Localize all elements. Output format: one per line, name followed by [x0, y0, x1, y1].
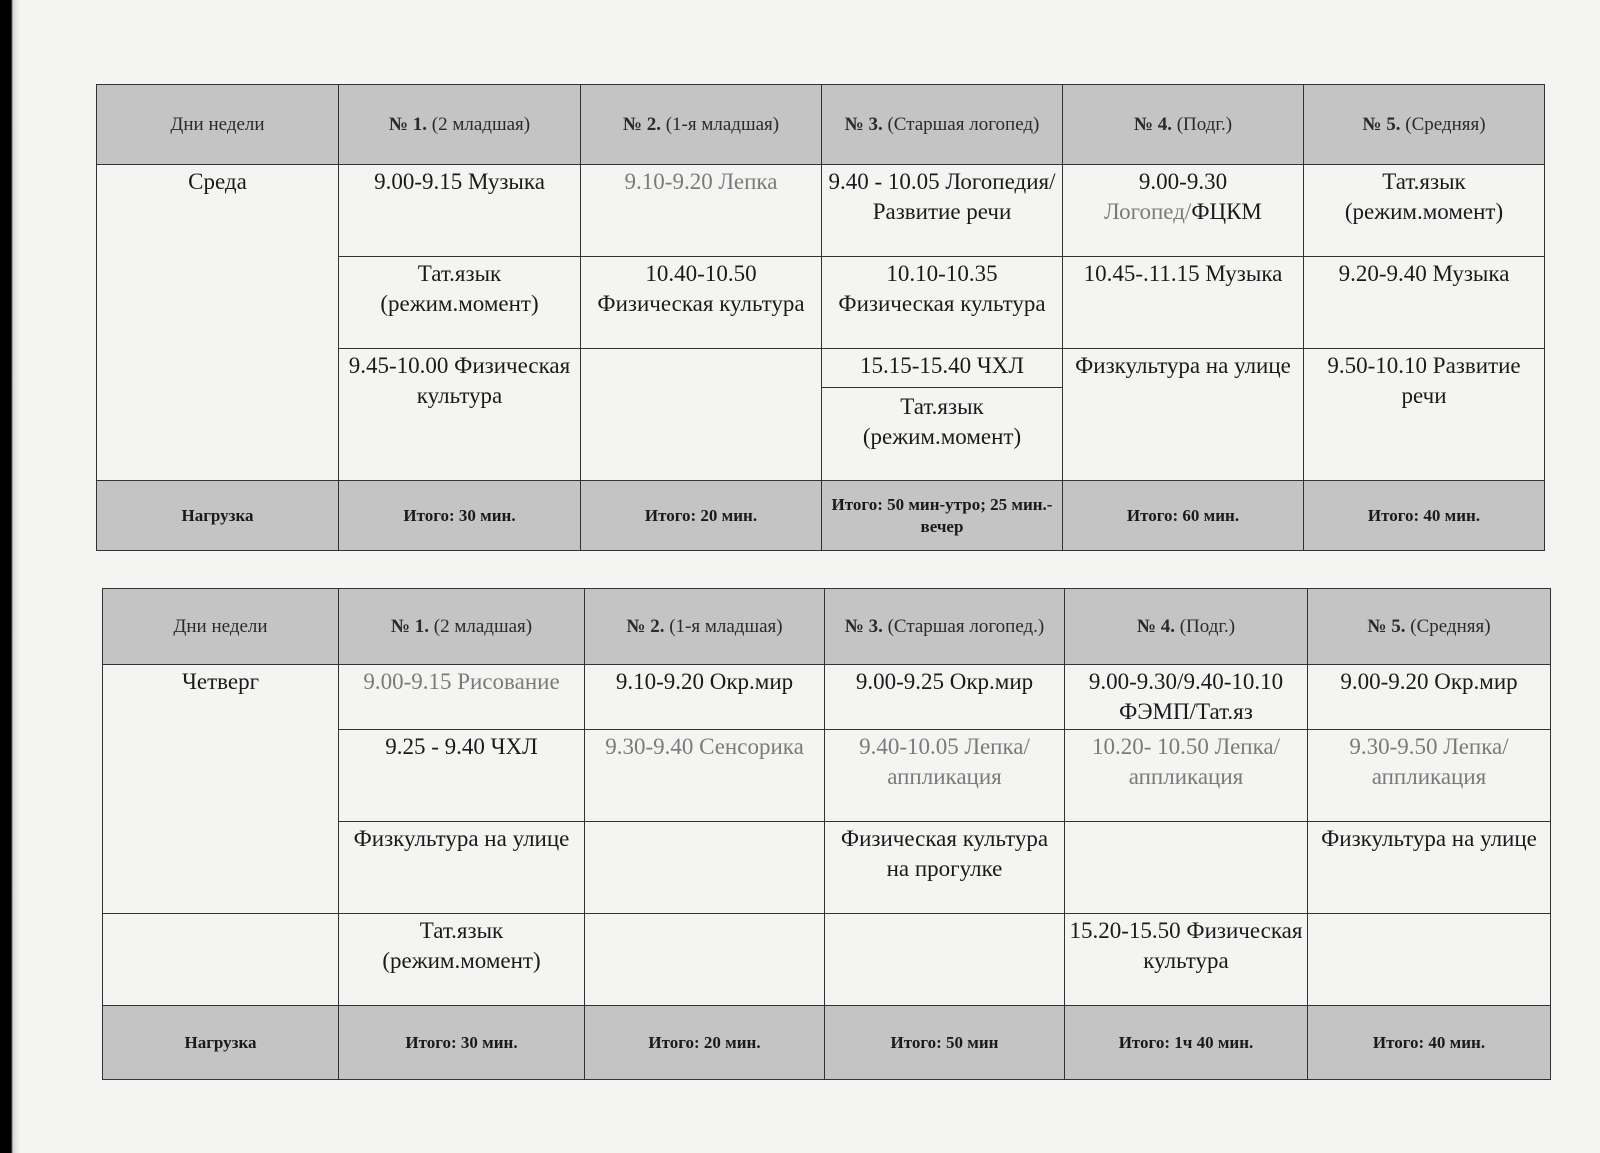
schedule-cell: Тат.язык (режим.момент) [1304, 165, 1545, 257]
schedule-cell: 9.40-10.05 Лепка/ аппликация [825, 730, 1065, 822]
group-5-header [1308, 589, 1551, 665]
group-4-name: (Подг.) [1176, 113, 1233, 135]
schedule-cell: 9.00-9.30/9.40-10.10 ФЭМП/Тат.яз [1065, 665, 1308, 730]
schedule-cell: 9.10-9.20 Окр.мир [585, 665, 825, 730]
group-5-header [1304, 85, 1545, 165]
group-2-number: № 2. [626, 615, 665, 637]
schedule-cell [585, 914, 825, 1006]
group-5-number: № 5. [1367, 615, 1406, 637]
scan-edge [0, 0, 20, 1153]
table-row [103, 665, 1551, 730]
schedule-cell [1063, 165, 1304, 257]
load-row [97, 481, 1545, 551]
group-2-name: (1-я младшая) [669, 615, 783, 637]
group-5-name: (Средняя) [1410, 615, 1491, 637]
group-4-header [1063, 85, 1304, 165]
load-total: Итого: 50 мин-утро; 25 мин.- вечер [822, 481, 1063, 551]
schedule-cell: 10.20- 10.50 Лепка/аппликация [1065, 730, 1308, 822]
subject-text: Логопед/ [1104, 199, 1192, 224]
schedule-cell [581, 349, 822, 481]
group-3-name: (Старшая логопед.) [887, 615, 1045, 637]
group-3-number: № 3. [844, 113, 883, 135]
schedule-table-thursday [102, 588, 1551, 1080]
group-3-number: № 3. [844, 615, 883, 637]
schedule-cell: Тат.язык (режим.момент) [339, 257, 581, 349]
schedule-cell: 10.45-.11.15 Музыка [1063, 257, 1304, 349]
group-4-number: № 4. [1133, 113, 1172, 135]
schedule-cell: 9.00-9.25 Окр.мир [825, 665, 1065, 730]
schedule-cell: 9.00-9.15 Рисование [339, 665, 585, 730]
load-total: Итого: 40 мин. [1308, 1006, 1551, 1080]
schedule-cell: 9.00-9.20 Окр.мир [1308, 665, 1551, 730]
schedule-cell: 15.20-15.50 Физическая культура [1065, 914, 1308, 1006]
header-row [97, 85, 1545, 165]
group-4-name: (Подг.) [1179, 615, 1236, 637]
group-5-number: № 5. [1362, 113, 1401, 135]
group-3-header [825, 589, 1065, 665]
schedule-cell: 9.30-9.40 Сенсорика [585, 730, 825, 822]
group-4-number: № 4. [1136, 615, 1175, 637]
schedule-cell: 9.00-9.15 Музыка [339, 165, 581, 257]
schedule-cell: 9.30-9.50 Лепка/аппликация [1308, 730, 1551, 822]
load-total: Итого: 20 мин. [581, 481, 822, 551]
schedule-cell: 10.40-10.50 Физическая культура [581, 257, 822, 349]
days-column-header: Дни недели [97, 85, 339, 165]
table-row [103, 914, 1551, 1006]
load-label: Нагрузка [103, 1006, 339, 1080]
day-cell: Четверг [103, 665, 339, 914]
schedule-cell: Физкультура на улице [339, 822, 585, 914]
schedule-cell: 10.10-10.35 Физическая культура [822, 257, 1063, 349]
group-2-header [585, 589, 825, 665]
load-total: Итого: 20 мин. [585, 1006, 825, 1080]
schedule-cell: 9.20-9.40 Музыка [1304, 257, 1545, 349]
load-total: Итого: 50 мин [825, 1006, 1065, 1080]
schedule-cell: Физическая культура на прогулке [825, 822, 1065, 914]
day-cell [103, 914, 339, 1006]
time-text: 9.00-9.30 [1138, 169, 1228, 194]
schedule-subcell: 15.15-15.40 ЧХЛ [859, 353, 1025, 378]
schedule-cell: Физкультура на улице [1063, 349, 1304, 481]
schedule-cell: 9.45-10.00 Физическая культура [339, 349, 581, 481]
day-cell: Среда [97, 165, 339, 481]
group-1-name: (2 младшая) [433, 615, 533, 637]
schedule-cell [1308, 914, 1551, 1006]
load-label: Нагрузка [97, 481, 339, 551]
load-total: Итого: 1ч 40 мин. [1065, 1006, 1308, 1080]
schedule-cell: Физкультура на улице [1308, 822, 1551, 914]
table-row [97, 165, 1545, 257]
schedule-table-wednesday [96, 84, 1545, 551]
group-1-number: № 1. [390, 615, 430, 637]
schedule-cell [822, 349, 1063, 481]
group-5-name: (Средняя) [1405, 113, 1486, 135]
group-2-header [581, 85, 822, 165]
group-3-name: (Старшая логопед) [887, 113, 1040, 135]
subject-text: ФЦКМ [1191, 199, 1262, 224]
days-column-header: Дни недели [103, 589, 339, 665]
group-4-header [1065, 589, 1308, 665]
schedule-cell: 9.25 - 9.40 ЧХЛ [339, 730, 585, 822]
load-total: Итого: 30 мин. [339, 481, 581, 551]
group-1-header [339, 85, 581, 165]
schedule-cell: 9.10-9.20 Лепка [581, 165, 822, 257]
group-3-header [822, 85, 1063, 165]
group-1-number: № 1. [388, 113, 428, 135]
load-total: Итого: 60 мин. [1063, 481, 1304, 551]
schedule-cell [585, 822, 825, 914]
schedule-cell: 9.40 - 10.05 Логопедия/ Развитие речи [822, 165, 1063, 257]
group-2-name: (1-я младшая) [665, 113, 780, 135]
schedule-cell: Тат.язык (режим.момент) [339, 914, 585, 1006]
schedule-cell [1065, 822, 1308, 914]
load-row [103, 1006, 1551, 1080]
header-row [103, 589, 1551, 665]
schedule-cell: 9.50-10.10 Развитие речи [1304, 349, 1545, 481]
schedule-subcell: Тат.язык (режим.момент) [822, 387, 1062, 452]
group-1-header [339, 589, 585, 665]
load-total: Итого: 40 мин. [1304, 481, 1545, 551]
load-total: Итого: 30 мин. [339, 1006, 585, 1080]
group-2-number: № 2. [622, 113, 661, 135]
schedule-cell [825, 914, 1065, 1006]
group-1-name: (2 младшая) [431, 113, 531, 135]
